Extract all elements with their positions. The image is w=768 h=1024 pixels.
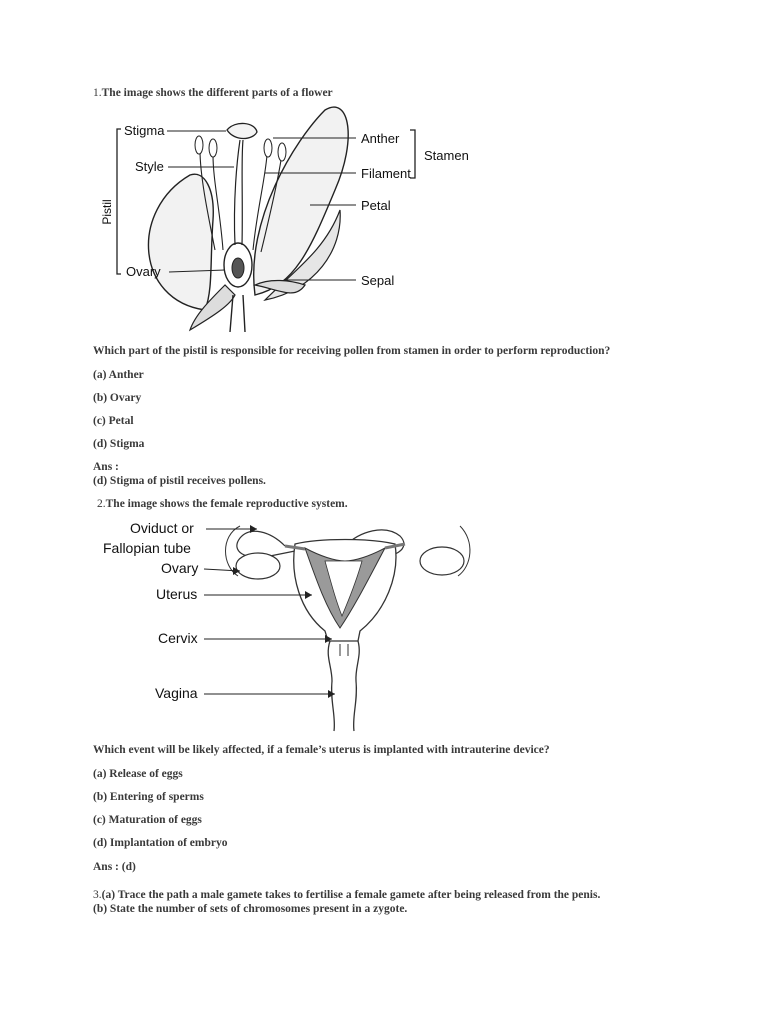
q1-ans-label: Ans :	[93, 461, 119, 473]
q1-answer: (d) Stigma of pistil receives pollens.	[93, 475, 266, 487]
stigma-label: Stigma	[124, 123, 165, 138]
q2-answer: Ans : (d)	[93, 861, 136, 873]
q1-number: 1.	[93, 87, 102, 99]
filament-label: Filament	[361, 166, 411, 181]
female-reproductive-diagram	[100, 516, 480, 734]
q1-title-line	[93, 87, 333, 99]
oviduct-label-1: Oviduct or	[130, 520, 194, 536]
q1-option-d: (d) Stigma	[93, 438, 145, 450]
q2-option-b: (b) Entering of sperms	[93, 791, 204, 803]
q1-title: The image shows the different parts of a flower	[101, 87, 333, 99]
q1-option-b: (b) Ovary	[93, 392, 142, 404]
q2-title-line	[97, 498, 348, 510]
pistil-label: Pistil	[100, 199, 114, 225]
style-label: Style	[135, 159, 164, 174]
q2-option-c: (c) Maturation of eggs	[93, 814, 202, 826]
q3-part-b: (b) State the number of sets of chromosomes present in a zygote.	[93, 903, 408, 915]
petal-label: Petal	[361, 198, 391, 213]
uterus-label: Uterus	[156, 586, 198, 602]
q3-part-a: (a) Trace the path a male gamete takes to fertilise a female gamete after being released from the penis.	[101, 889, 601, 901]
ovary-label-2: Ovary	[161, 560, 199, 576]
flower-diagram	[95, 100, 475, 335]
ovary-label: Ovary	[126, 264, 161, 279]
cervix-label: Cervix	[158, 630, 198, 646]
q1-option-c: (c) Petal	[93, 415, 134, 427]
vagina-label: Vagina	[155, 685, 198, 701]
oviduct-label-2: Fallopian tube	[103, 540, 191, 556]
q1-question: Which part of the pistil is responsible for receiving pollen from stamen in order to perform reproduction?	[93, 345, 611, 357]
q3-number: 3.	[93, 889, 102, 901]
q2-question: Which event will be likely affected, if a female’s uterus is implanted with intrauterine device?	[93, 744, 550, 756]
stamen-label: Stamen	[424, 148, 469, 163]
sepal-label: Sepal	[361, 273, 395, 288]
q2-option-a: (a) Release of eggs	[93, 768, 183, 780]
anther-label: Anther	[361, 131, 400, 146]
q2-number: 2.	[97, 498, 106, 510]
q3-part-a-line	[93, 889, 600, 901]
q2-option-d: (d) Implantation of embryo	[93, 837, 228, 849]
q1-option-a: (a) Anther	[93, 369, 144, 381]
q2-title: The image shows the female reproductive system.	[105, 498, 348, 510]
